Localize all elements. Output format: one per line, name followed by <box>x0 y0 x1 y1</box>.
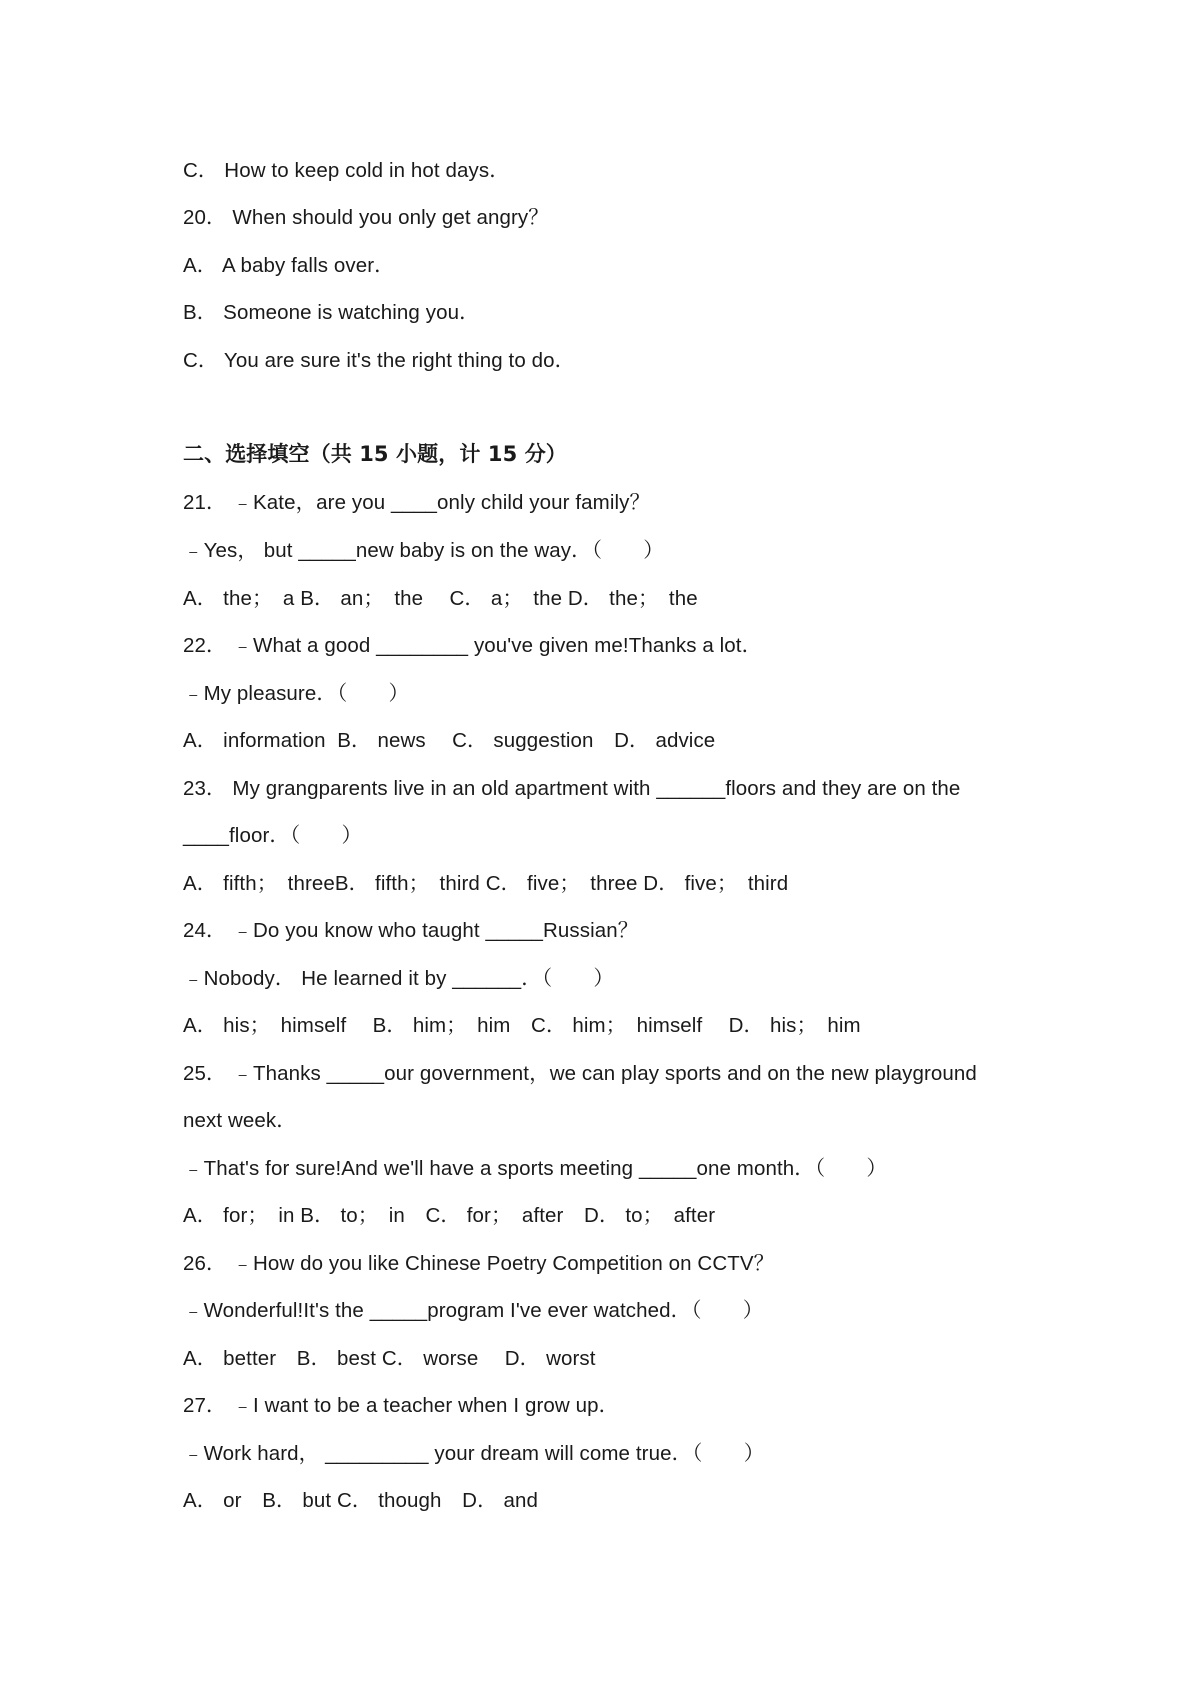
q22-question: 22． ﹣What a good ________ you've given me!Thanks a lot． <box>183 634 763 657</box>
q23-question-cont: ____floor．（ ） <box>183 824 363 847</box>
q22-options: A． information B． news C． suggestion D． advice <box>183 729 716 752</box>
section-heading: 二、选择填空（共 15 小题，计 15 分） <box>183 442 567 466</box>
q25-question-cont: next week． <box>183 1109 297 1132</box>
q26-options: A． better B． best C． worse D． worst <box>183 1347 596 1370</box>
q22-response: ﹣My pleasure．（ ） <box>183 682 410 705</box>
q23-options: A． fifth； threeB． fifth； third C． five； three D． five； third <box>183 872 789 895</box>
q20-option-c: C． You are sure it's the right thing to do． <box>183 349 576 372</box>
q19-option-c: C． How to keep cold in hot days． <box>183 159 510 182</box>
q25-options: A． for； in B． to； in C． for； after D． to； after <box>183 1204 716 1227</box>
q24-options: A． his； himself B． him； him C． him； himself D． his； him <box>183 1014 861 1037</box>
q24-question: 24． ﹣Do you know who taught _____Russian？ <box>183 919 639 942</box>
q27-options: A． or B． but C． though D． and <box>183 1489 538 1512</box>
q26-question: 26． ﹣How do you like Chinese Poetry Competition on CCTV？ <box>183 1252 775 1275</box>
q20-question: 20． When should you only get angry？ <box>183 206 549 229</box>
q20-option-a: A． A baby falls over． <box>183 254 395 277</box>
q20-option-b: B． Someone is watching you． <box>183 301 480 324</box>
q21-options: A． the； a B． an； the C． a； the D． the； the <box>183 587 698 610</box>
q25-question: 25． ﹣Thanks _____our government，we can play sports and on the new playground <box>183 1062 977 1085</box>
q27-response: ﹣Work hard， _________ your dream will come true．（ ） <box>183 1442 765 1465</box>
q27-question: 27． ﹣I want to be a teacher when I grow up． <box>183 1394 620 1417</box>
q21-response: ﹣Yes， but _____new baby is on the way．（ ） <box>183 539 664 562</box>
q26-response: ﹣Wonderful!It's the _____program I've ever watched．（ ） <box>183 1299 764 1322</box>
q23-question: 23． My grangparents live in an old apartment with ______floors and they are on the <box>183 777 961 800</box>
q24-response: ﹣Nobody． He learned it by ______．（ ） <box>183 967 614 990</box>
q25-response: ﹣That's for sure!And we'll have a sports meeting _____one month．（ ） <box>183 1157 887 1180</box>
q21-question: 21． ﹣Kate，are you ____only child your family？ <box>183 491 651 514</box>
